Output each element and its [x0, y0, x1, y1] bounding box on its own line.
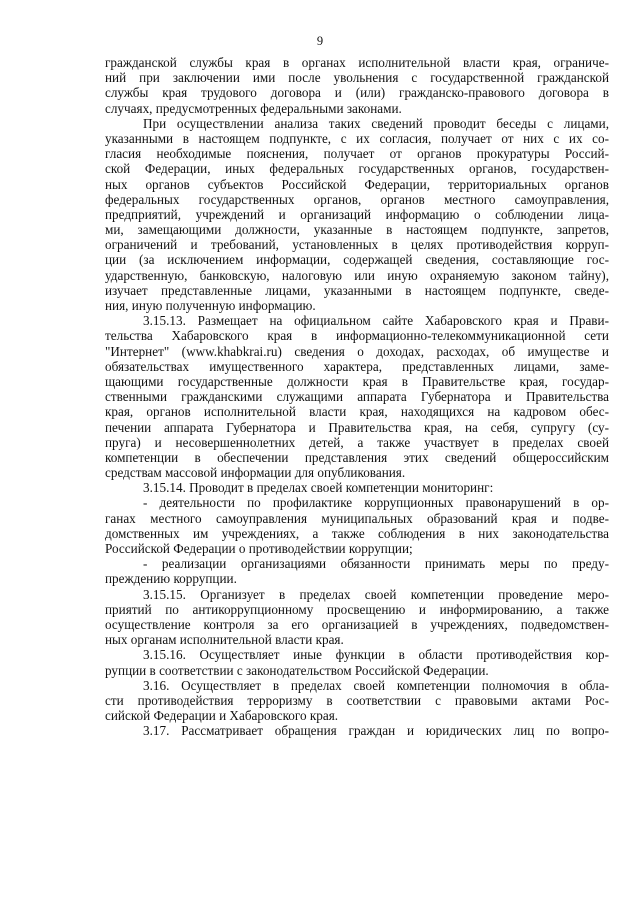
text-line: ственными гражданскими служащими аппарата Губернатора и Правительства [105, 389, 609, 405]
text-line: осуществление контроля за его организацией в учреждениях, подведомствен- [105, 616, 609, 632]
text-line: ции (за исключением информации, содержащей сведения, составляющие гос- [105, 252, 609, 268]
text-line: ний при заключении ими после увольнения с государственной гражданской [105, 70, 609, 86]
text-line: преждению коррупции. [105, 571, 237, 587]
text-line: предприятий, учреждений и организаций информацию о соблюдении лица- [105, 206, 609, 222]
text-line: При осуществлении анализа таких сведений проводит беседы с лицами, [143, 115, 609, 131]
text-line: 3.15.15. Организует в пределах своей компетенции проведение меро- [143, 586, 609, 602]
text-line: ных органов субъектов Российской Федерации, территориальных органов [105, 176, 609, 192]
text-line: 3.15.16. Осуществляет иные функции в области противодействия кор- [143, 647, 609, 663]
text-line: - деятельности по профилактике коррупционных правонарушений в ор- [143, 495, 609, 511]
text-line: 3.15.14. Проводит в пределах своей компетенции мониторинг: [143, 480, 494, 496]
text-line: тельства Хабаровского края в информационно-телекоммуникационной сети [105, 328, 609, 344]
text-line: федеральных государственных органов, органов местного самоуправления, [105, 191, 609, 207]
text-line: приятий по антикоррупционному просвещению и информированию, а также [105, 601, 609, 617]
text-line: обязательствах имущественного характера, представленных лицами, заме- [105, 358, 609, 374]
text-line: ганах местного самоуправления муниципальных образований края и подве- [105, 510, 609, 526]
text-line: компетенции в обеспечении представления этих сведений общероссийским [105, 449, 609, 465]
text-line: сийской Федерации и Хабаровского края. [105, 708, 339, 724]
text-line: печении аппарата Губернатора и Правительства края, на себя, супругу (су- [105, 419, 609, 435]
text-line: ния, иную полученную информацию. [105, 298, 316, 313]
document-text [105, 55, 609, 738]
text-line: ограничений и требований, установленных в целях противодействия корруп- [105, 237, 609, 253]
text-line: Российской Федерации о противодействии коррупции; [105, 541, 413, 556]
text-line: ми, замещающими должности, указанные в настоящем подпункте, запретов, [105, 222, 609, 238]
text-line: рупции в соответствии с законодательством Российской Федерации. [105, 662, 489, 678]
text-line: пруга) и несовершеннолетних детей, а также участвует в пределах своей [105, 434, 609, 450]
text-line: 3.15.13. Размещает на официальном сайте Хабаровского края и Прави- [143, 313, 609, 329]
page-number: 9 [316, 34, 324, 48]
text-line: ударственную, банковскую, налоговую или иную охраняемую законом тайну), [105, 267, 609, 283]
text-line: службы края трудового договора и (или) гражданско-правового договора в [105, 85, 609, 101]
text-line: края, органов исполнительной власти края, находящихся на кадровом обес- [105, 404, 609, 420]
text-line: средствам массовой информации для опубликования. [105, 465, 406, 481]
text-line: гласия необходимые пояснения, получает от органов прокуратуры Россий- [105, 146, 609, 162]
text-line: "Интернет" (www.khabkrai.ru) сведения о доходах, расходах, об имуществе и [105, 343, 609, 359]
text-line: домственных им учреждениях, а также соблюдения в них законодательства [105, 525, 609, 541]
text-line: щающими государственные должности края в Правительстве края, государ- [105, 373, 609, 389]
text-line: - реализации организациями обязанности принимать меры по преду- [143, 556, 609, 572]
text-line: гражданской службы края в органах исполнительной власти края, ограниче- [105, 55, 609, 70]
text-line: ской Федерации, иных федеральных государственных органов, государствен- [105, 161, 609, 177]
text-line: сти противодействия терроризму в соответствии с правовыми актами Рос- [105, 692, 609, 708]
text-line: 3.17. Рассматривает обращения граждан и юридических лиц по вопро- [143, 723, 609, 739]
text-line: изучает представленные лицами, указанными в настоящем подпункте, сведе- [105, 282, 609, 298]
text-line: указанными в настоящем подпункте, с их согласия, получает от них с их со- [105, 130, 609, 146]
text-line: случаях, предусмотренных федеральными законами. [105, 100, 402, 116]
text-line: ных органам исполнительной власти края. [105, 632, 344, 648]
text-line: 3.16. Осуществляет в пределах своей компетенции полномочия в обла- [143, 677, 609, 693]
